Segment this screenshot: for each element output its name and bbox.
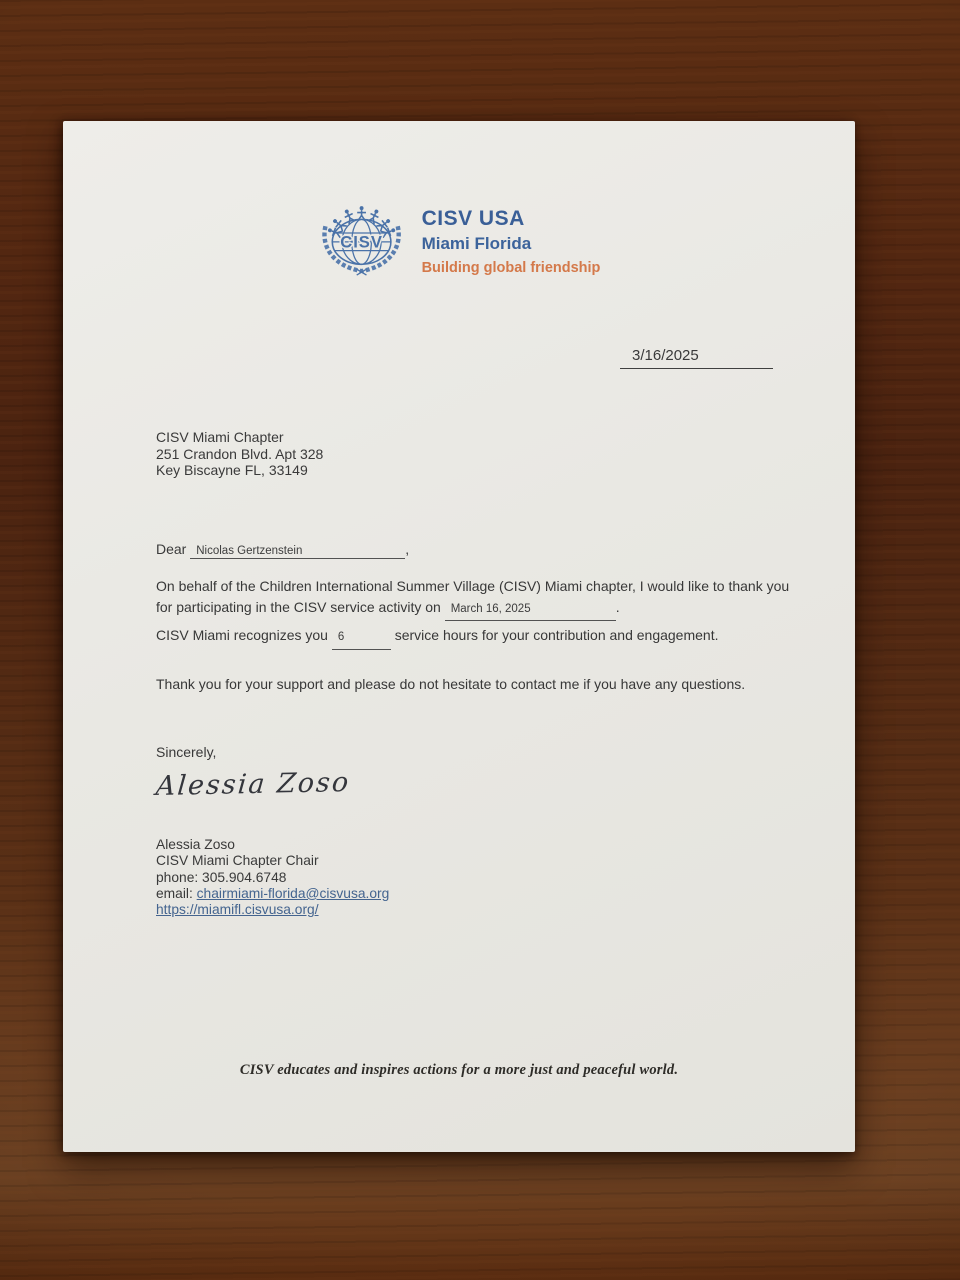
chapter-name: Miami Florida <box>421 234 532 253</box>
logo-monogram: CISV <box>340 232 383 252</box>
handwritten-signature: Alessia Zoso <box>154 766 352 803</box>
date-value: 3/16/2025 <box>632 347 699 364</box>
address-line-2: 251 Crandon Blvd. Apt 328 <box>156 445 324 462</box>
website-link: https://miamifl.cisvusa.org/ <box>156 902 319 918</box>
greeting: Dear <box>156 541 187 557</box>
service-hours-value: 6 <box>337 631 345 643</box>
valediction: Sincerely, <box>156 744 217 760</box>
paragraph-1-period: . <box>615 598 620 615</box>
paragraph-2-text-before: CISV Miami recognizes you <box>156 627 328 643</box>
cisv-globe-logo-icon <box>318 193 406 277</box>
sender-phone: phone: 305.904.6748 <box>156 869 287 885</box>
recipient-name: Nicolas Gertzenstein <box>196 545 303 557</box>
activity-date-blank <box>445 597 616 622</box>
recipient-address <box>156 429 323 479</box>
brand-text-block <box>422 193 601 276</box>
recipient-name-blank <box>190 541 405 559</box>
letterhead <box>318 193 601 277</box>
sender-email-line <box>156 886 389 902</box>
address-line-3: Key Biscayne FL, 33149 <box>156 462 308 478</box>
email-label: email: <box>156 885 193 901</box>
sender-title: CISV Miami Chapter Chair <box>156 853 319 869</box>
paragraph-1-text: On behalf of the Children International Summer Village (CISV) Miami chapter, I would like to thank you for participating in the CISV service activity on <box>156 578 790 615</box>
date-field <box>620 347 773 369</box>
salutation <box>156 541 409 559</box>
body-paragraph-2 <box>156 625 792 650</box>
body-paragraph-3: Thank you for your support and please do not hesitate to contact me if you have any questions. <box>156 676 746 692</box>
footer-motto: CISV educates and inspires actions for a more just and peaceful world. <box>239 1062 679 1078</box>
sender-name: Alessia Zoso <box>156 837 235 852</box>
sender-website-line <box>156 902 389 918</box>
service-hours-blank <box>332 625 391 650</box>
address-line-1: CISV Miami Chapter <box>156 429 284 445</box>
org-name: CISV USA <box>421 207 525 230</box>
body-paragraph-1 <box>156 576 792 621</box>
signature-block <box>156 837 389 918</box>
salutation-comma: , <box>405 541 410 557</box>
paragraph-2-text-after: service hours for your contribution and engagement. <box>394 627 719 643</box>
letter-paper <box>63 121 855 1152</box>
activity-date: March 16, 2025 <box>450 602 531 615</box>
brand-tagline: Building global friendship <box>421 260 601 276</box>
email-link: chairmiami-florida@cisvusa.org <box>196 885 390 901</box>
